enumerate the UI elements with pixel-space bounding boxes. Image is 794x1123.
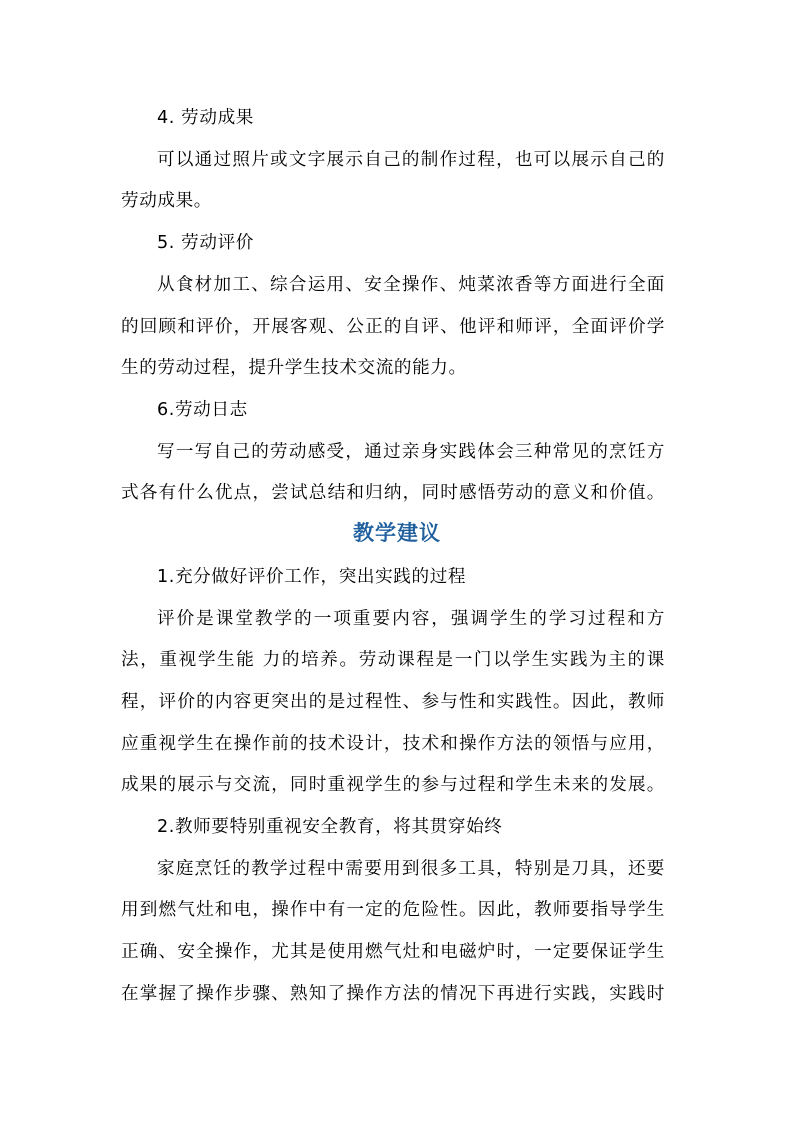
paragraph-line: 的回顾和评价，开展客观、公正的自评、他评和师评，全面评价学 (121, 317, 665, 337)
section-heading-labor-evaluation: 5. 劳动评价 (157, 233, 254, 253)
subsection-heading-safety: 2.教师要特别重视安全教育，将其贯穿始终 (157, 817, 503, 837)
section-title-teaching-suggestions: 教学建议 (353, 521, 441, 545)
paragraph-line: 式各有什么优点，尝试总结和归纳，同时感悟劳动的意义和价值。 (121, 483, 665, 503)
paragraph-line: 正确、安全操作，尤其是使用燃气灶和电磁炉时，一定要保证学生 (121, 942, 665, 962)
paragraph-line: 写一写自己的劳动感受，通过亲身实践体会三种常见的烹饪方 (157, 442, 665, 462)
paragraph-line: 评价是课堂教学的一项重要内容，强调学生的学习过程和方 (157, 609, 665, 629)
paragraph-line: 劳动成果。 (121, 191, 212, 211)
paragraph-line: 在掌握了操作步骤、熟知了操作方法的情况下再进行实践，实践时 (121, 984, 665, 1004)
paragraph-line: 从食材加工、综合运用、安全操作、炖菜浓香等方面进行全面 (157, 275, 665, 295)
paragraph-line: 用到燃气灶和电，操作中有一定的危险性。因此，教师要指导学生 (121, 900, 665, 920)
section-heading-labor-log: 6.劳动日志 (157, 400, 248, 420)
paragraph-line: 应重视学生在操作前的技术设计，技术和操作方法的领悟与应用， (121, 734, 665, 754)
paragraph-line: 成果的展示与交流，同时重视学生的参与过程和学生未来的发展。 (121, 775, 665, 795)
paragraph-line: 法，重视学生能 力的培养。劳动课程是一门以学生实践为主的课 (121, 650, 665, 670)
paragraph-line: 家庭烹饪的教学过程中需要用到很多工具，特别是刀具，还要 (157, 859, 665, 879)
paragraph-line: 可以通过照片或文字展示自己的制作过程，也可以展示自己的 (157, 150, 665, 170)
paragraph-line: 生的劳动过程，提升学生技术交流的能力。 (121, 358, 467, 378)
paragraph-line: 程，评价的内容更突出的是过程性、参与性和实践性。因此，教师 (121, 692, 665, 712)
section-heading-labor-results: 4. 劳动成果 (157, 108, 254, 128)
subsection-heading-evaluation: 1.充分做好评价工作，突出实践的过程 (157, 567, 467, 587)
